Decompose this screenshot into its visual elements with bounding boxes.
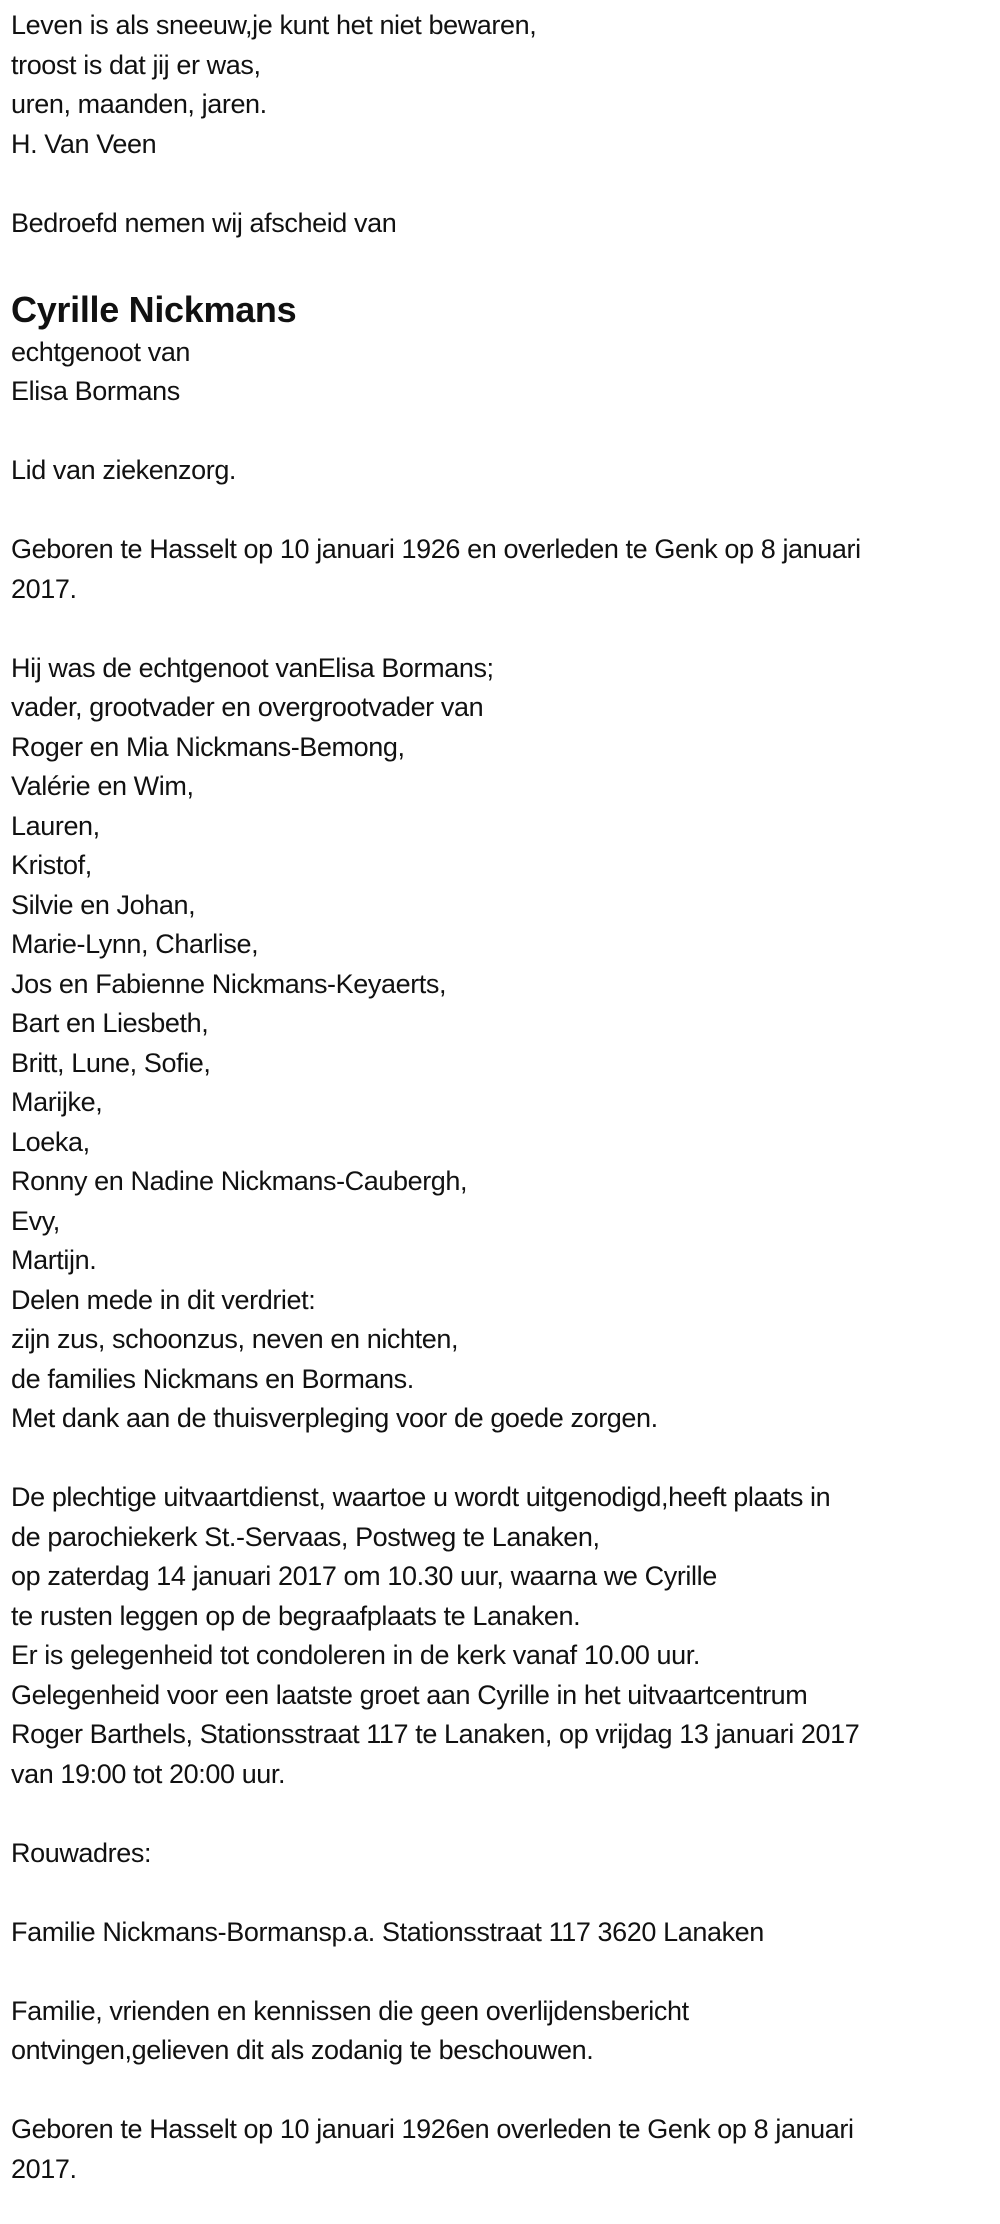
family-line: Lauren, — [11, 810, 100, 841]
family-line: Marie-Lynn, Charlise, — [11, 929, 259, 959]
service-line: Roger Barthels, Stationsstraat 117 te Lanaken, op vrijdag 13 januari 2017 — [11, 1719, 860, 1749]
family-line: Delen mede in dit verdriet: — [11, 1284, 316, 1315]
notice-line: Familie, vrienden en kennissen die geen overlijdensbericht — [11, 1995, 689, 2026]
family-line: Loeka, — [11, 1126, 90, 1157]
blank-line — [11, 1794, 1000, 1834]
family-line: Kristof, — [11, 850, 92, 880]
blank-line — [11, 164, 1000, 204]
family-line: Martijn. — [11, 1245, 97, 1275]
service-line: van 19:00 tot 20:00 uur. — [11, 1758, 286, 1789]
membership-text: Lid van ziekenzorg. — [11, 455, 237, 485]
spouse-line: echtgenoot van — [11, 336, 191, 367]
family-line: vader, grootvader en overgrootvader van — [11, 692, 484, 722]
service-line: te rusten leggen op de begraafplaats te Lanaken. — [11, 1600, 581, 1631]
spouse-line: Elisa Bormans — [11, 376, 180, 406]
family-line: Evy, — [11, 1205, 60, 1236]
birth-death-line: Geboren te Hasselt op 10 januari 1926 en overleden te Genk op 8 januari — [11, 534, 861, 564]
family-line: de families Nickmans en Bormans. — [11, 1363, 414, 1394]
blank-line — [11, 1439, 1000, 1479]
deceased-name: Cyrille Nickmans — [11, 288, 297, 330]
blank-line — [11, 412, 1000, 452]
birth-death-line: 2017. — [11, 2153, 77, 2184]
poem-line: Leven is als sneeuw,je kunt het niet bewaren, — [11, 10, 537, 40]
family-line: Hij was de echtgenoot vanElisa Bormans; — [11, 652, 494, 683]
intro-text: Bedroefd nemen wij afscheid van — [11, 207, 397, 238]
family-line: Britt, Lune, Sofie, — [11, 1047, 211, 1078]
address-label: Rouwadres: — [11, 1837, 152, 1868]
family-line: zijn zus, schoonzus, neven en nichten, — [11, 1324, 459, 1354]
family-line: Met dank aan de thuisverpleging voor de goede zorgen. — [11, 1403, 658, 1433]
blank-line — [11, 491, 1000, 531]
address-text: Familie Nickmans-Bormansp.a. Stationsstraat 117 3620 Lanaken — [11, 1916, 764, 1947]
service-line: op zaterdag 14 januari 2017 om 10.30 uur, waarna we Cyrille — [11, 1561, 717, 1591]
blank-line — [11, 243, 1000, 283]
family-line: Roger en Mia Nickmans-Bemong, — [11, 731, 405, 762]
family-line: Ronny en Nadine Nickmans-Caubergh, — [11, 1166, 468, 1196]
notice-line: ontvingen,gelieven dit als zodanig te beschouwen. — [11, 2035, 594, 2065]
service-line: De plechtige uitvaartdienst, waartoe u wordt uitgenodigd,heeft plaats in — [11, 1482, 831, 1512]
family-line: Jos en Fabienne Nickmans-Keyaerts, — [11, 968, 447, 999]
blank-line — [11, 1873, 1000, 1913]
poem-line: H. Van Veen — [11, 128, 157, 159]
birth-death-line: Geboren te Hasselt op 10 januari 1926en overleden te Genk op 8 januari — [11, 2114, 854, 2144]
family-line: Valérie en Wim, — [11, 771, 194, 801]
family-line: Marijke, — [11, 1087, 103, 1117]
service-line: Gelegenheid voor een laatste groet aan Cyrille in het uitvaartcentrum — [11, 1679, 808, 1710]
blank-line — [11, 609, 1000, 649]
blank-line — [11, 1952, 1000, 1992]
service-line: de parochiekerk St.-Servaas, Postweg te Lanaken, — [11, 1521, 600, 1552]
birth-death-line: 2017. — [11, 573, 77, 604]
service-line: Er is gelegenheid tot condoleren in de kerk vanaf 10.00 uur. — [11, 1640, 700, 1670]
family-line: Bart en Liesbeth, — [11, 1008, 209, 1038]
blank-line — [11, 2071, 1000, 2111]
family-line: Silvie en Johan, — [11, 889, 196, 920]
poem-line: uren, maanden, jaren. — [11, 89, 267, 119]
poem-line: troost is dat jij er was, — [11, 49, 261, 80]
